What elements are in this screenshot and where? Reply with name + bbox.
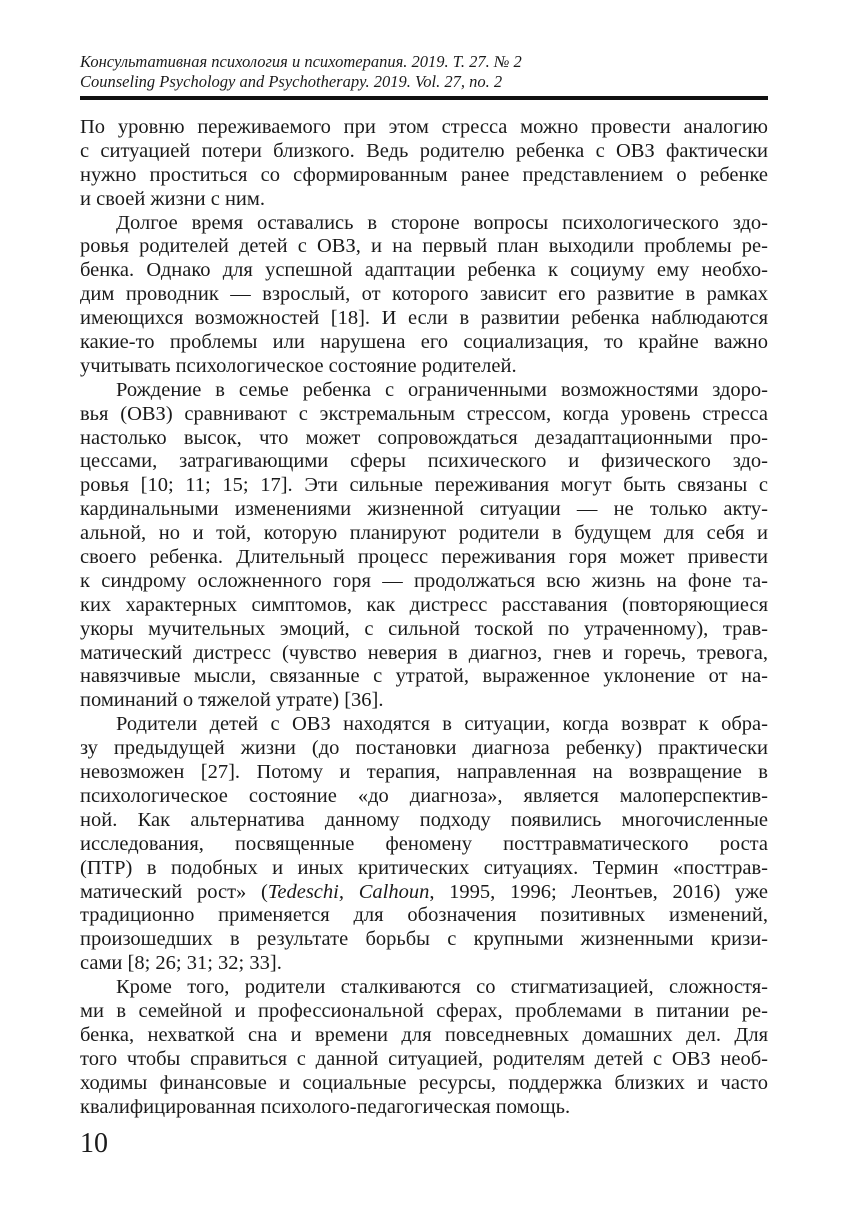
text-line: исследования, посвященные феномену посттравматического роста (80, 832, 768, 855)
text-line: учитывать психологическое состояние родителей. (80, 354, 517, 377)
text-line: Долгое время оставались в стороне вопросы психологического здо- (116, 211, 768, 234)
text-line: традиционно применяется для обозначения позитивных изменений, (80, 904, 768, 927)
text-line: кардинальными изменениями жизненной ситуации — не только акту- (80, 498, 768, 521)
text-line: ровья [10; 11; 15; 17]. Эти сильные переживания могут быть связаны с (80, 474, 768, 497)
text-line: навязчивые мысли, связанные с утратой, выраженное уклонение от на- (80, 665, 768, 688)
text-line: имеющихся возможностей [18]. И если в развитии ребенка наблюдаются (80, 307, 768, 330)
paragraph (80, 116, 768, 212)
text-line: матический дистресс (чувство неверия в диагноз, гнев и горечь, тревога, (80, 641, 768, 664)
paragraph (80, 379, 768, 713)
text-line: своего ребенка. Длительный процесс переживания горя может привести (80, 546, 768, 569)
text-line: зу предыдущей жизни (до постановки диагноза ребенку) практически (80, 737, 768, 760)
text-line: поминаний о тяжелой утрате) [36]. (80, 689, 384, 712)
text-line: и своей жизни с ним. (80, 187, 265, 210)
text-line: ких характерных симптомов, как дистресс расставания (повторяющиеся (80, 593, 768, 616)
text-line: альной, но и той, которую планируют родители в будущем для себя и (80, 522, 768, 545)
text-line: настолько высок, что может сопровождаться дезадаптационными про- (80, 426, 768, 449)
text-line: психологическое состояние «до диагноза», является малоперспектив- (80, 784, 768, 807)
text-line: ровья родителей детей с ОВЗ, и на первый план выходили проблемы ре- (80, 235, 768, 258)
paragraph (80, 212, 768, 379)
text-line: невозможен [27]. Потому и терапия, направленная на возвращение в (80, 761, 768, 784)
text-line: бенка, нехваткой сна и времени для повседневных домашних дел. Для (80, 1023, 768, 1046)
text-line: По уровню переживаемого при этом стресса можно провести аналогию (80, 116, 768, 138)
text-line: с ситуацией потери близкого. Ведь родителю ребенка с ОВЗ фактически (80, 139, 768, 162)
text-line: квалифицированная психолого-педагогическая помощь. (80, 1095, 571, 1118)
text-line: Родители детей с ОВЗ находятся в ситуации, когда возврат к обра- (116, 713, 768, 736)
text-line: к синдрому осложненного горя — продолжаться всю жизнь на фоне та- (80, 569, 768, 592)
text-line: матический рост» (Tedeschi, Calhoun, 1995, 1996; Леонтьев, 2016) уже (80, 880, 768, 903)
paragraph (80, 713, 768, 976)
text-line: ходимы финансовые и социальные ресурсы, поддержка близких и часто (80, 1071, 768, 1094)
text-line: произошедших в результате борьбы с крупными жизненными кризи- (80, 928, 768, 951)
text-line: дим проводник — взрослый, от которого зависит его развитие в рамках (80, 283, 768, 306)
text-line: цессами, затрагивающими сферы психического и физического здо- (80, 450, 768, 473)
text-line: какие-то проблемы или нарушена его социализация, то крайне важно (80, 331, 768, 354)
text-line: (ПТР) в подобных и иных критических ситуациях. Термин «посттрав- (80, 856, 768, 879)
paragraph (80, 976, 768, 1119)
text-line: вья (ОВЗ) сравнивают с экстремальным стрессом, когда уровень стресса (80, 402, 768, 425)
text-line: Кроме того, родители сталкиваются со стигматизацией, сложностя- (116, 976, 768, 999)
page-number: 10 (80, 1128, 108, 1159)
header-rule (80, 96, 768, 100)
text-line: Рождение в семье ребенка с ограниченными возможностями здоро- (116, 378, 768, 401)
text-line: ми в семейной и профессиональной сферах, проблемами в питании ре- (80, 999, 768, 1022)
journal-title-en: Counseling Psychology and Psychotherapy. 2019. Vol. 27, no. 2 (80, 72, 503, 91)
text-line: ной. Как альтернатива данному подходу появились многочисленные (80, 808, 768, 831)
text-line: бенка. Однако для успешной адаптации ребенка к социуму ему необхо- (80, 259, 768, 282)
journal-title-ru: Консультативная психология и психотерапия. 2019. Т. 27. № 2 (80, 52, 522, 71)
text-line: сами [8; 26; 31; 32; 33]. (80, 952, 282, 975)
text-line: укоры мучительных эмоций, с сильной тоской по утраченному), трав- (80, 617, 768, 640)
text-line: того чтобы справиться с данной ситуацией, родителям детей с ОВЗ необ- (80, 1047, 768, 1070)
running-header (80, 52, 768, 92)
body-text (80, 116, 768, 1119)
cited-authors: Tedeschi, Calhoun (267, 880, 430, 903)
text-line: нужно проститься со сформированным ранее представлением о ребенке (80, 163, 768, 186)
